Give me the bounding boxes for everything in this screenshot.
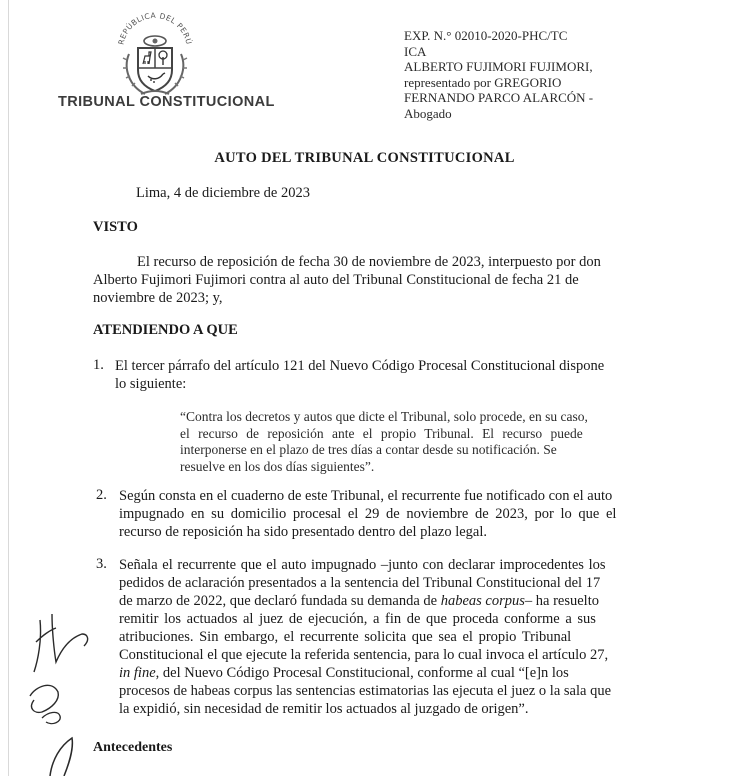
paragraph-line: remitir los actuados al juez de ejecución, a fin de que proceda conforme a sus xyxy=(119,611,596,627)
quote-line: resuelve en los dos días siguientes”. xyxy=(180,458,375,474)
paragraph-line xyxy=(119,592,611,610)
italic-phrase: habeas corpus xyxy=(440,593,525,609)
page-edge xyxy=(8,0,9,776)
case-party-line: Abogado xyxy=(404,105,452,121)
item-3-paragraph xyxy=(119,556,611,718)
paragraph-line: la expidió, sin necesidad de remitir los actuados al juzgado de origen”. xyxy=(119,701,529,717)
quote-line: “Contra los decretos y autos que dicte el Tribunal, solo procede, en su caso, xyxy=(180,409,588,424)
paragraph-line: pedidos de aclaración presentados a la sentencia del Tribunal Constitucional del 17 xyxy=(119,575,601,591)
section-heading-visto: VISTO xyxy=(93,219,138,235)
quote-line: el recurso de reposición ante el propio Tribunal. El recurso puede xyxy=(180,425,583,441)
paragraph-line: atribuciones. Sin embargo, el recurrente solicita que sea el propio Tribunal xyxy=(119,629,572,645)
visto-paragraph xyxy=(93,253,628,307)
item-2-paragraph xyxy=(119,487,616,541)
paragraph-line-text: El recurso de reposición de fecha 30 de noviembre de 2023, interpuesto por don xyxy=(137,254,601,270)
section-heading-antecedentes: Antecedentes xyxy=(93,740,173,755)
paragraph-line xyxy=(93,253,628,271)
paragraph-line: lo siguiente: xyxy=(115,376,187,392)
paragraph-line: procesos de habeas corpus las sentencias estimatorias las ejecuta el juez o la sala que xyxy=(119,683,612,699)
paragraph-line-text: in fine, del Nuevo Código Procesal Constitucional, conforme al cual “[e]n los xyxy=(119,665,569,681)
svg-text:REPÚBLICA DEL PERÚ: REPÚBLICA DEL PERÚ xyxy=(116,10,194,46)
case-number: EXP. N.° 02010-2020-PHC/TC xyxy=(404,28,568,43)
case-party-line: representado por GREGORIO xyxy=(404,74,562,90)
case-location: ICA xyxy=(404,43,427,59)
paragraph-line: Constitucional el que ejecute la referida sentencia, para lo cual invoca el artículo 27, xyxy=(119,647,609,663)
document-date: Lima, 4 de diciembre de 2023 xyxy=(136,185,310,201)
case-party-line: FERNANDO PARCO ALARCÓN - xyxy=(404,90,594,105)
handwritten-signature-icon xyxy=(12,600,102,776)
quote-line: interponerse en el plazo de tres días a contar desde su notificación. Se xyxy=(180,442,557,457)
item-number: 1. xyxy=(93,357,104,373)
paragraph-line-text: Alberto Fujimori Fujimori contra al auto del Tribunal Constitucional de fecha 21 de xyxy=(93,272,579,288)
item-number: 3. xyxy=(96,556,107,572)
quoted-article-text xyxy=(180,409,588,475)
case-info-block xyxy=(404,28,593,121)
document-title: AUTO DEL TRIBUNAL CONSTITUCIONAL xyxy=(214,150,515,166)
coat-of-arms-seal-icon xyxy=(115,8,195,100)
paragraph-line: noviembre de 2023; y, xyxy=(93,290,223,306)
paragraph-line: impugnado en su domicilio procesal el 29 de noviembre de 2023, por lo que el xyxy=(119,506,617,522)
paragraph-line: Señala el recurrente que el auto impugnado –junto con declarar improcedentes los xyxy=(119,557,606,573)
paragraph-line xyxy=(93,271,628,289)
paragraph-line: recurso de reposición ha sido presentado dentro del plazo legal. xyxy=(119,524,488,540)
institution-name: TRIBUNAL CONSTITUCIONAL xyxy=(58,94,275,110)
italic-phrase: in fine xyxy=(119,665,156,681)
section-heading-atendiendo: ATENDIENDO A QUE xyxy=(93,322,238,338)
paragraph-line: El tercer párrafo del artículo 121 del Nuevo Código Procesal Constitucional dispone xyxy=(115,358,605,374)
item-number: 2. xyxy=(96,487,107,503)
item-1-paragraph xyxy=(115,357,604,393)
paragraph-line-text: de marzo de 2022, que declaró fundada su demanda de habeas corpus– ha resuelto xyxy=(119,593,599,609)
paragraph-line: Según consta en el cuaderno de este Tribunal, el recurrente fue notificado con el auto xyxy=(119,488,613,504)
paragraph-line xyxy=(119,664,611,682)
case-party-line: ALBERTO FUJIMORI FUJIMORI, xyxy=(404,59,593,74)
